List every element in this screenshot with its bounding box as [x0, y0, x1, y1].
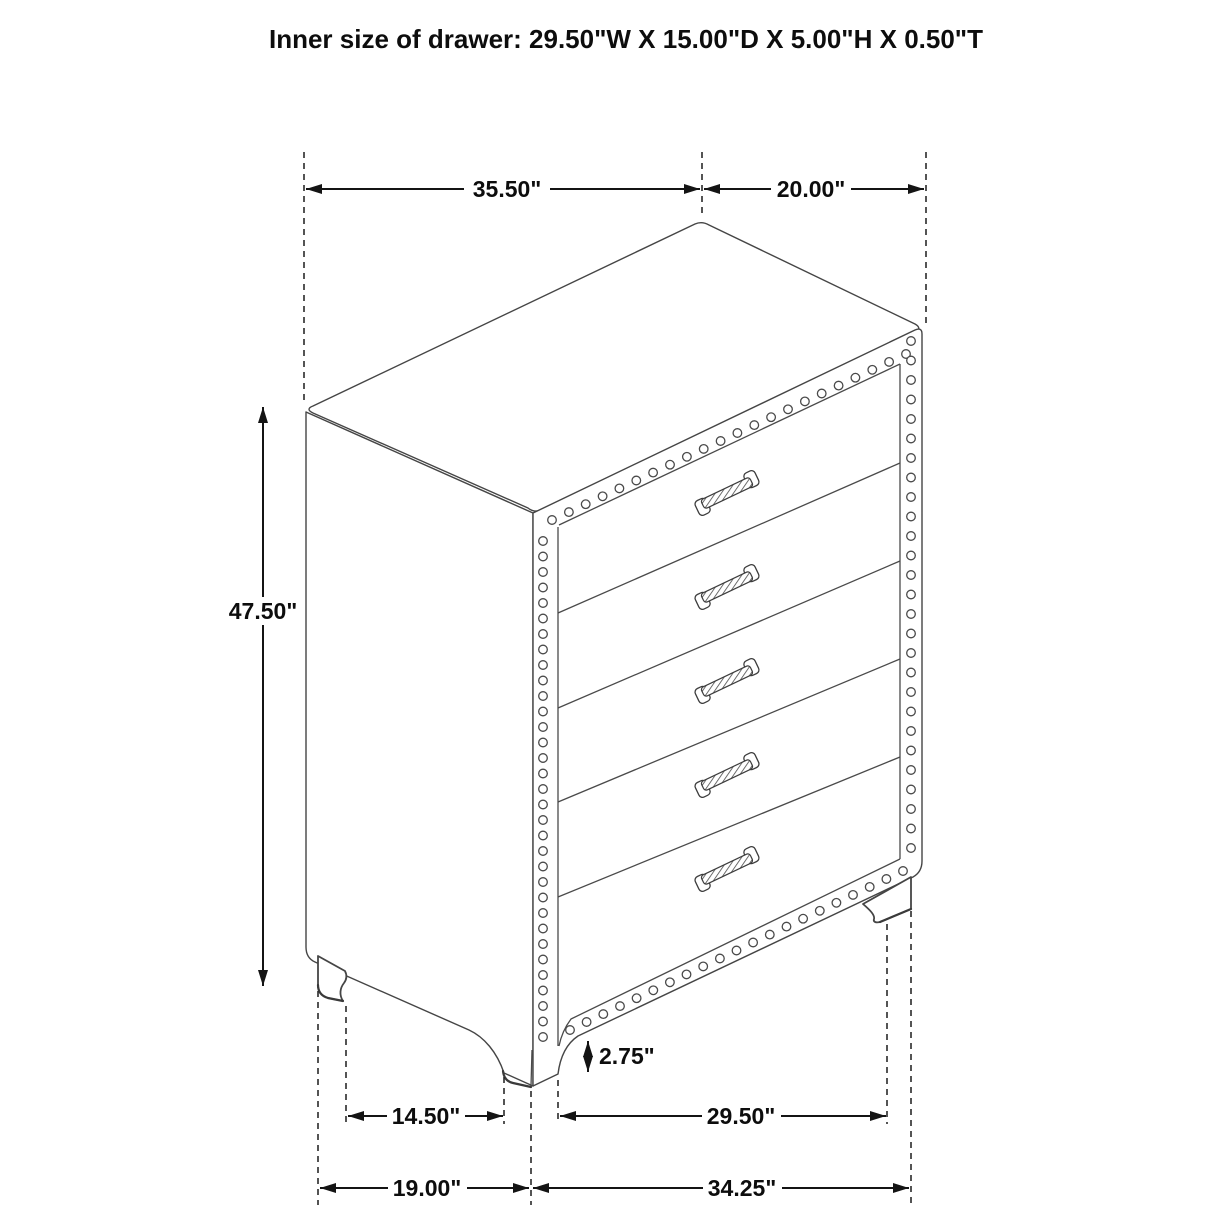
- dimension-label-base-depth: 19.00": [392, 1175, 462, 1201]
- dimension-label-top-width: 35.50": [472, 176, 542, 202]
- chest-figure: [306, 222, 922, 1087]
- dimension-top-width: [306, 175, 700, 203]
- dimension-overall-height: [226, 407, 300, 986]
- dimension-label-overall-height: 47.50": [228, 598, 298, 624]
- dimension-base-depth: [320, 1174, 529, 1201]
- dimension-label-drawer-width: 29.50": [706, 1103, 776, 1129]
- dimension-top-depth: [704, 175, 924, 203]
- dimension-label-foot-spacing-depth: 14.50": [391, 1103, 461, 1129]
- dimension-base-width: [533, 1174, 909, 1201]
- dimension-drawer-width: [560, 1102, 886, 1129]
- dimension-label-base-width: 34.25": [707, 1175, 777, 1201]
- dimension-label-top-depth: 20.00": [776, 176, 846, 202]
- dimension-leg-height: [588, 1041, 655, 1072]
- diagram-title: Inner size of drawer: 29.50"W X 15.00"D X 5.00"H X 0.50"T: [268, 24, 984, 54]
- dimension-label-leg-height: 2.75": [599, 1043, 655, 1069]
- dimension-foot-spacing-depth: [348, 1102, 503, 1129]
